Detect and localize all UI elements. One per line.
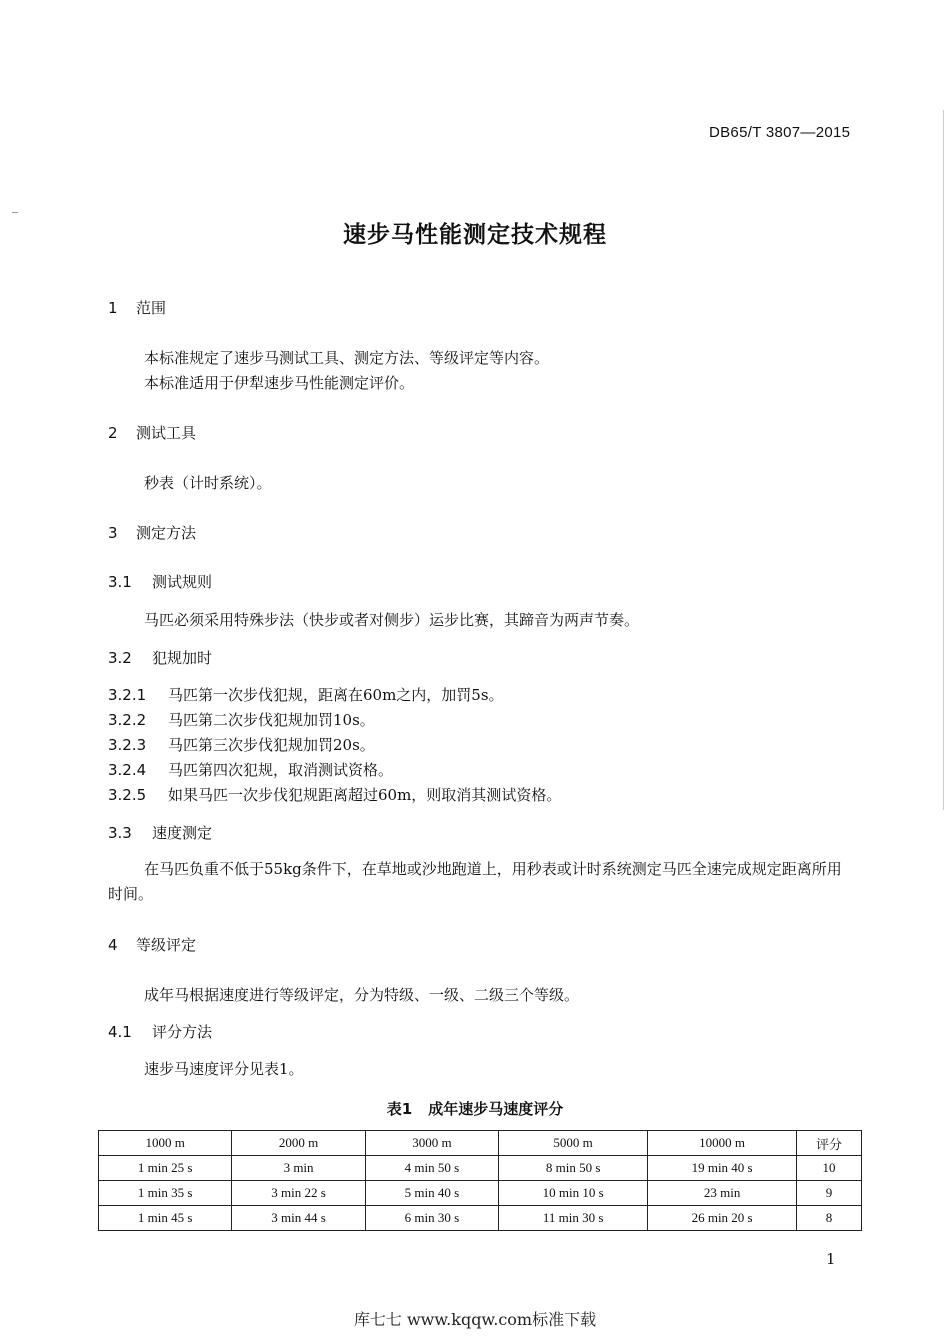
table-cell: 10	[797, 1156, 862, 1181]
table-cell: 4 min 50 s	[365, 1156, 498, 1181]
item-text: 马匹第二次步伐犯规加罚10s。	[168, 711, 375, 729]
section-number: 4.1	[108, 1023, 132, 1041]
table-header-cell: 1000 m	[99, 1131, 232, 1156]
paragraph: 在马匹负重不低于55kg条件下，在草地或沙地跑道上，用秒表或计时系统测定马匹全速完成规定距离所用时间。	[108, 860, 842, 903]
section-title: 犯规加时	[152, 649, 213, 667]
section-number: 3.2	[108, 649, 132, 667]
section-title: 测试规则	[152, 573, 213, 591]
paragraph: 速步马速度评分见表1。	[144, 1060, 304, 1078]
list-item	[108, 734, 375, 755]
table-cell: 11 min 30 s	[499, 1206, 648, 1231]
table-row	[99, 1181, 862, 1206]
paragraph: 成年马根据速度进行等级评定，分为特级、一级、二级三个等级。	[144, 986, 580, 1004]
table-header-cell: 5000 m	[499, 1131, 648, 1156]
list-item	[108, 759, 393, 780]
table-cell: 8	[797, 1206, 862, 1231]
table-header-cell: 2000 m	[232, 1131, 365, 1156]
table-header-cell: 评分	[797, 1131, 862, 1156]
paragraph: 马匹必须采用特殊步法（快步或者对侧步）运步比赛，其蹄音为两声节奏。	[144, 611, 640, 629]
table-cell: 26 min 20 s	[648, 1206, 797, 1231]
section-number: 2	[108, 424, 118, 442]
table-cell: 9	[797, 1181, 862, 1206]
item-number: 3.2.4	[108, 761, 147, 779]
section-number: 3	[108, 524, 118, 542]
table-title: 成年速步马速度评分	[428, 1100, 564, 1118]
table-cell: 10 min 10 s	[499, 1181, 648, 1206]
section-number: 3.3	[108, 824, 132, 842]
item-text: 马匹第三次步伐犯规加罚20s。	[168, 736, 375, 754]
item-text: 马匹第一次步伐犯规，距离在60m之内，加罚5s。	[168, 686, 504, 704]
item-text: 马匹第四次犯规，取消测试资格。	[168, 761, 394, 779]
section-title: 测试工具	[136, 424, 197, 442]
section-heading-4	[108, 934, 196, 955]
section-title: 范围	[136, 299, 167, 317]
section-heading-3	[108, 522, 196, 543]
section-heading-3-1	[108, 571, 212, 592]
item-text: 如果马匹一次步伐犯规距离超过60m，则取消其测试资格。	[168, 786, 562, 804]
table-row	[99, 1206, 862, 1231]
paragraph: 本标准适用于伊犁速步马性能测定评价。	[144, 374, 415, 392]
table-cell: 6 min 30 s	[365, 1206, 498, 1231]
table-cell: 3 min	[232, 1156, 365, 1181]
section-number: 1	[108, 299, 118, 317]
section-title: 等级评定	[136, 936, 197, 954]
page-title: 速步马性能测定技术规程	[343, 222, 607, 248]
scan-mark	[943, 110, 944, 810]
table-cell: 19 min 40 s	[648, 1156, 797, 1181]
table-cell: 1 min 45 s	[99, 1206, 232, 1231]
table-cell: 3 min 22 s	[232, 1181, 365, 1206]
table-cell: 23 min	[648, 1181, 797, 1206]
table-header-row	[99, 1131, 862, 1156]
table-cell: 1 min 25 s	[99, 1156, 232, 1181]
table-row	[99, 1156, 862, 1181]
section-title: 速度测定	[152, 824, 213, 842]
section-title: 测定方法	[136, 524, 197, 542]
section-heading-2	[108, 422, 196, 443]
paragraph: 本标准规定了速步马测试工具、测定方法、等级评定等内容。	[144, 349, 550, 367]
section-heading-3-2	[108, 647, 212, 668]
paragraph: 秒表（计时系统）。	[144, 474, 272, 492]
footer-watermark: 库七七 www.kqqw.com标准下载	[353, 1310, 597, 1329]
section-number: 3.1	[108, 573, 132, 591]
table-cell: 3 min 44 s	[232, 1206, 365, 1231]
section-number: 4	[108, 936, 118, 954]
section-heading-1	[108, 297, 166, 318]
item-number: 3.2.5	[108, 786, 147, 804]
item-number: 3.2.3	[108, 736, 147, 754]
scan-mark	[12, 212, 18, 213]
section-title: 评分方法	[152, 1023, 213, 1041]
item-number: 3.2.1	[108, 686, 147, 704]
table-cell: 8 min 50 s	[499, 1156, 648, 1181]
document-code: DB65/T 3807—2015	[709, 124, 851, 141]
speed-score-table	[98, 1130, 862, 1231]
table-header-cell: 10000 m	[648, 1131, 797, 1156]
table-cell: 5 min 40 s	[365, 1181, 498, 1206]
item-number: 3.2.2	[108, 711, 147, 729]
table-label: 表1	[386, 1100, 413, 1118]
section-heading-3-3	[108, 822, 212, 843]
list-item	[108, 709, 375, 730]
table-cell: 1 min 35 s	[99, 1181, 232, 1206]
table-caption	[0, 1098, 950, 1119]
list-item	[108, 684, 504, 705]
page-number: 1	[826, 1250, 836, 1268]
section-heading-4-1	[108, 1021, 212, 1042]
table-header-cell: 3000 m	[365, 1131, 498, 1156]
list-item	[108, 784, 561, 805]
